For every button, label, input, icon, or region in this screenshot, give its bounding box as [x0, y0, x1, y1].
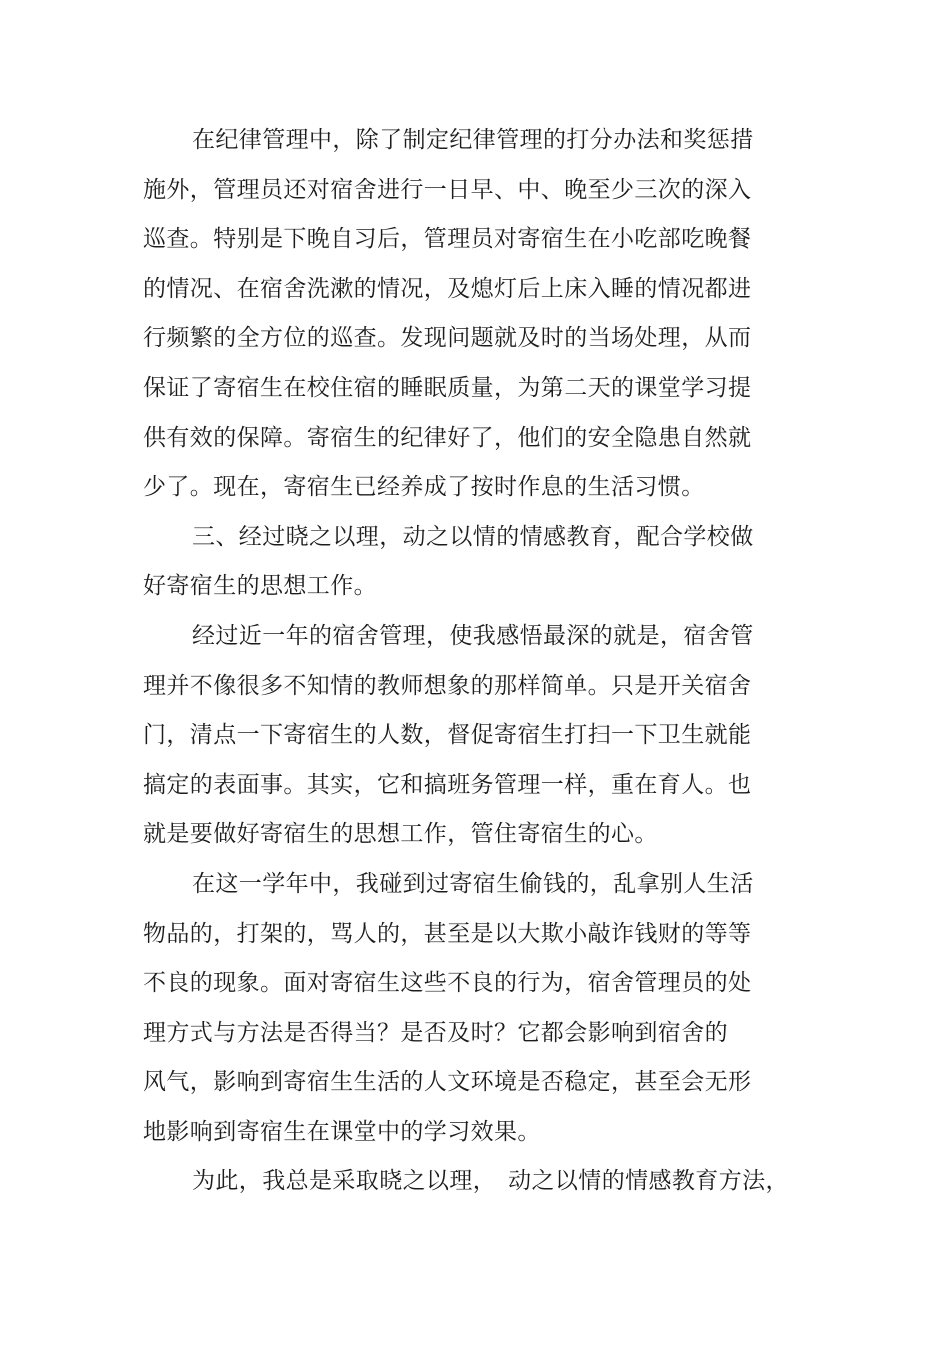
paragraph-line: 在这一学年中，我碰到过寄宿生偷钱的，乱拿别人生活	[192, 870, 754, 897]
paragraph-line: 的情况、在宿舍洗漱的情况，及熄灯后上床入睡的情况都进	[143, 275, 752, 302]
paragraph-line: 理方式与方法是否得当？是否及时？它都会影响到宿舍的	[143, 1019, 728, 1046]
paragraph-line: 少了。现在，寄宿生已经养成了按时作息的生活习惯。	[143, 474, 705, 501]
paragraph-line: 为此，我总是采取晓之以理， 动之以情的情感教育方法，	[192, 1168, 789, 1195]
paragraph-line: 在纪律管理中，除了制定纪律管理的打分办法和奖惩措	[192, 127, 754, 153]
paragraph-line: 不良的现象。面对寄宿生这些不良的行为，宿舍管理员的处	[143, 970, 752, 997]
paragraph-line: 风气，影响到寄宿生生活的人文环境是否稳定，甚至会无形	[143, 1069, 752, 1096]
paragraph-line: 就是要做好寄宿生的思想工作，管住寄宿生的心。	[143, 821, 658, 848]
document-body	[143, 116, 789, 1207]
paragraph-line: 施外，管理员还对宿舍进行一日早、中、晚至少三次的深入	[143, 176, 752, 203]
paragraph-line: 搞定的表面事。其实，它和搞班务管理一样，重在育人。也	[143, 771, 752, 798]
paragraph-line: 门，清点一下寄宿生的人数，督促寄宿生打扫一下卫生就能	[143, 722, 752, 749]
paragraph-line: 供有效的保障。寄宿生的纪律好了，他们的安全隐患自然就	[143, 424, 752, 451]
paragraph-line: 保证了寄宿生在校住宿的睡眠质量，为第二天的课堂学习提	[143, 374, 752, 401]
section-heading-line: 好寄宿生的思想工作。	[143, 573, 377, 600]
paragraph-line: 行频繁的全方位的巡查。发现问题就及时的当场处理，从而	[143, 325, 752, 352]
paragraph-line: 地影响到寄宿生在课堂中的学习效果。	[143, 1118, 541, 1145]
section-heading-line: 三、经过晓之以理，动之以情的情感教育，配合学校做	[192, 523, 754, 550]
paragraph-line: 理并不像很多不知情的教师想象的那样简单。只是开关宿舍	[143, 672, 752, 699]
paragraph-line: 经过近一年的宿舍管理，使我感悟最深的就是，宿舍管	[192, 622, 754, 649]
paragraph-line: 巡查。特别是下晚自习后，管理员对寄宿生在小吃部吃晚餐	[143, 226, 752, 253]
paragraph-line: 物品的，打架的，骂人的，甚至是以大欺小敲诈钱财的等等	[143, 920, 752, 947]
